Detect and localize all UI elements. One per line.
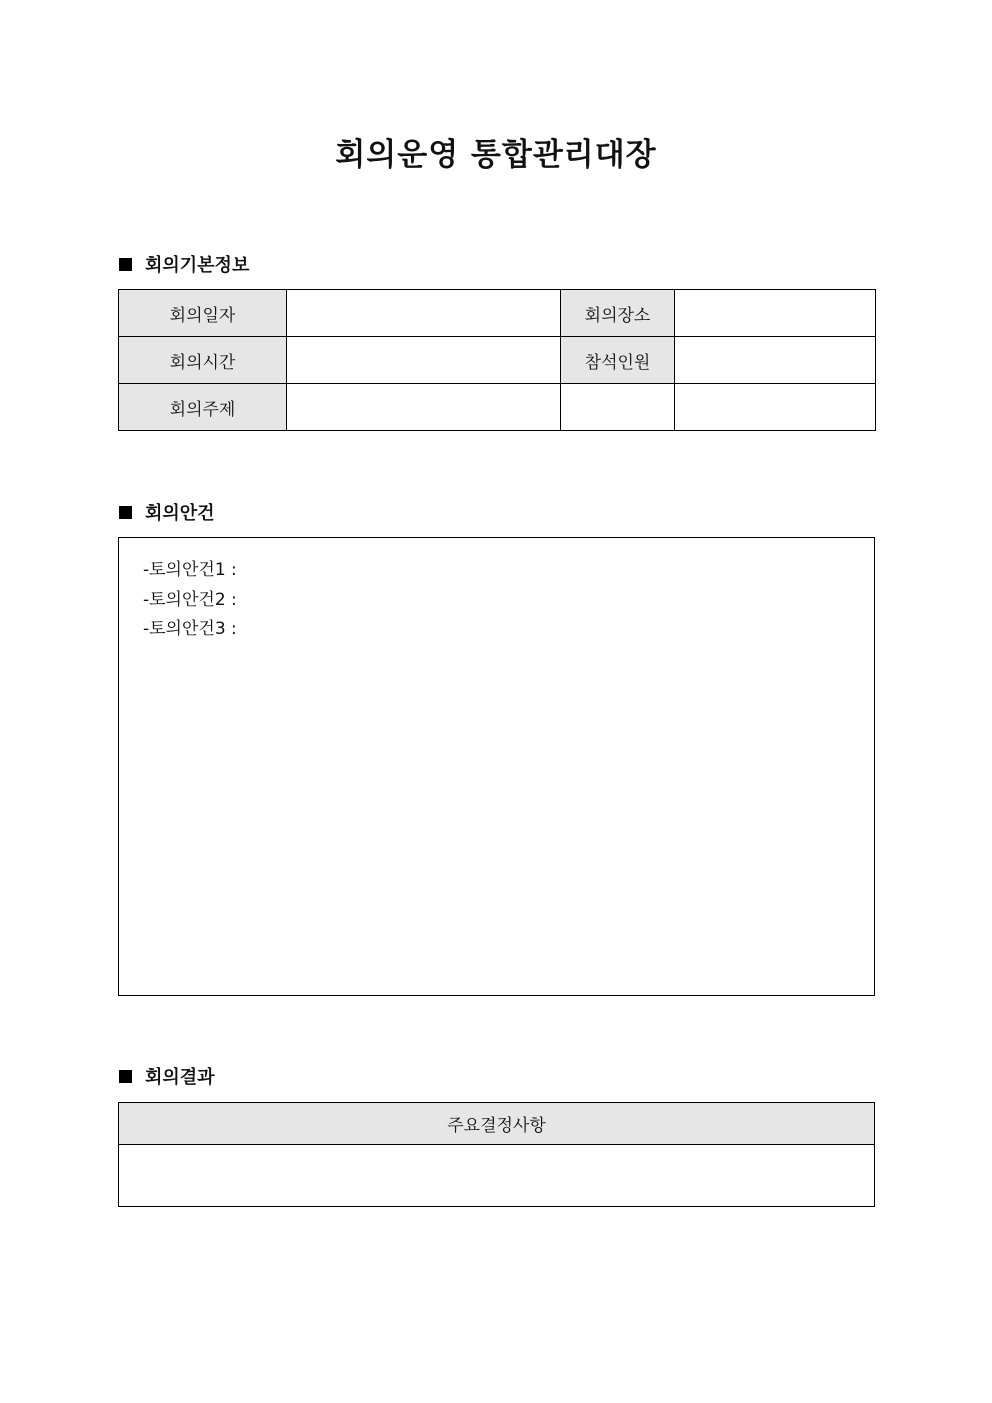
table-row bbox=[119, 290, 876, 337]
meeting-topic-field[interactable] bbox=[287, 384, 561, 431]
attendees-label: 참석인원 bbox=[561, 337, 675, 384]
table-row bbox=[119, 337, 876, 384]
agenda-list bbox=[119, 538, 874, 645]
basic-info-table bbox=[118, 289, 876, 431]
agenda-heading-text: 회의안건 bbox=[145, 503, 215, 524]
agenda-item: -토의안건2 : bbox=[143, 589, 237, 610]
meeting-time-label: 회의시간 bbox=[119, 337, 287, 384]
key-decisions-field[interactable] bbox=[119, 1145, 875, 1207]
attendees-field[interactable] bbox=[675, 337, 876, 384]
agenda-item: -토의안건3 : bbox=[143, 619, 237, 639]
table-row bbox=[119, 1145, 875, 1207]
basic-info-heading bbox=[119, 251, 249, 277]
table-row bbox=[119, 1103, 875, 1145]
square-bullet-icon bbox=[119, 258, 132, 271]
agenda-heading bbox=[119, 499, 215, 525]
page-title: 회의운영 통합관리대장 bbox=[335, 137, 657, 173]
meeting-topic-label: 회의주제 bbox=[119, 384, 287, 431]
table-row bbox=[119, 384, 876, 431]
basic-info-heading-text: 회의기본정보 bbox=[145, 255, 250, 276]
blank-value-cell[interactable] bbox=[675, 384, 876, 431]
meeting-place-field[interactable] bbox=[675, 290, 876, 337]
square-bullet-icon bbox=[119, 1070, 132, 1083]
result-heading-text: 회의결과 bbox=[145, 1067, 215, 1088]
blank-label-cell bbox=[561, 384, 675, 431]
meeting-date-field[interactable] bbox=[287, 290, 561, 337]
square-bullet-icon bbox=[119, 506, 132, 519]
result-table bbox=[118, 1102, 875, 1207]
result-heading bbox=[119, 1063, 215, 1089]
key-decisions-header: 주요결정사항 bbox=[119, 1103, 875, 1145]
agenda-item: -토의안건1 : bbox=[143, 560, 237, 580]
agenda-box[interactable] bbox=[118, 537, 875, 996]
meeting-time-field[interactable] bbox=[287, 337, 561, 384]
meeting-date-label: 회의일자 bbox=[119, 290, 287, 337]
meeting-place-label: 회의장소 bbox=[561, 290, 675, 337]
